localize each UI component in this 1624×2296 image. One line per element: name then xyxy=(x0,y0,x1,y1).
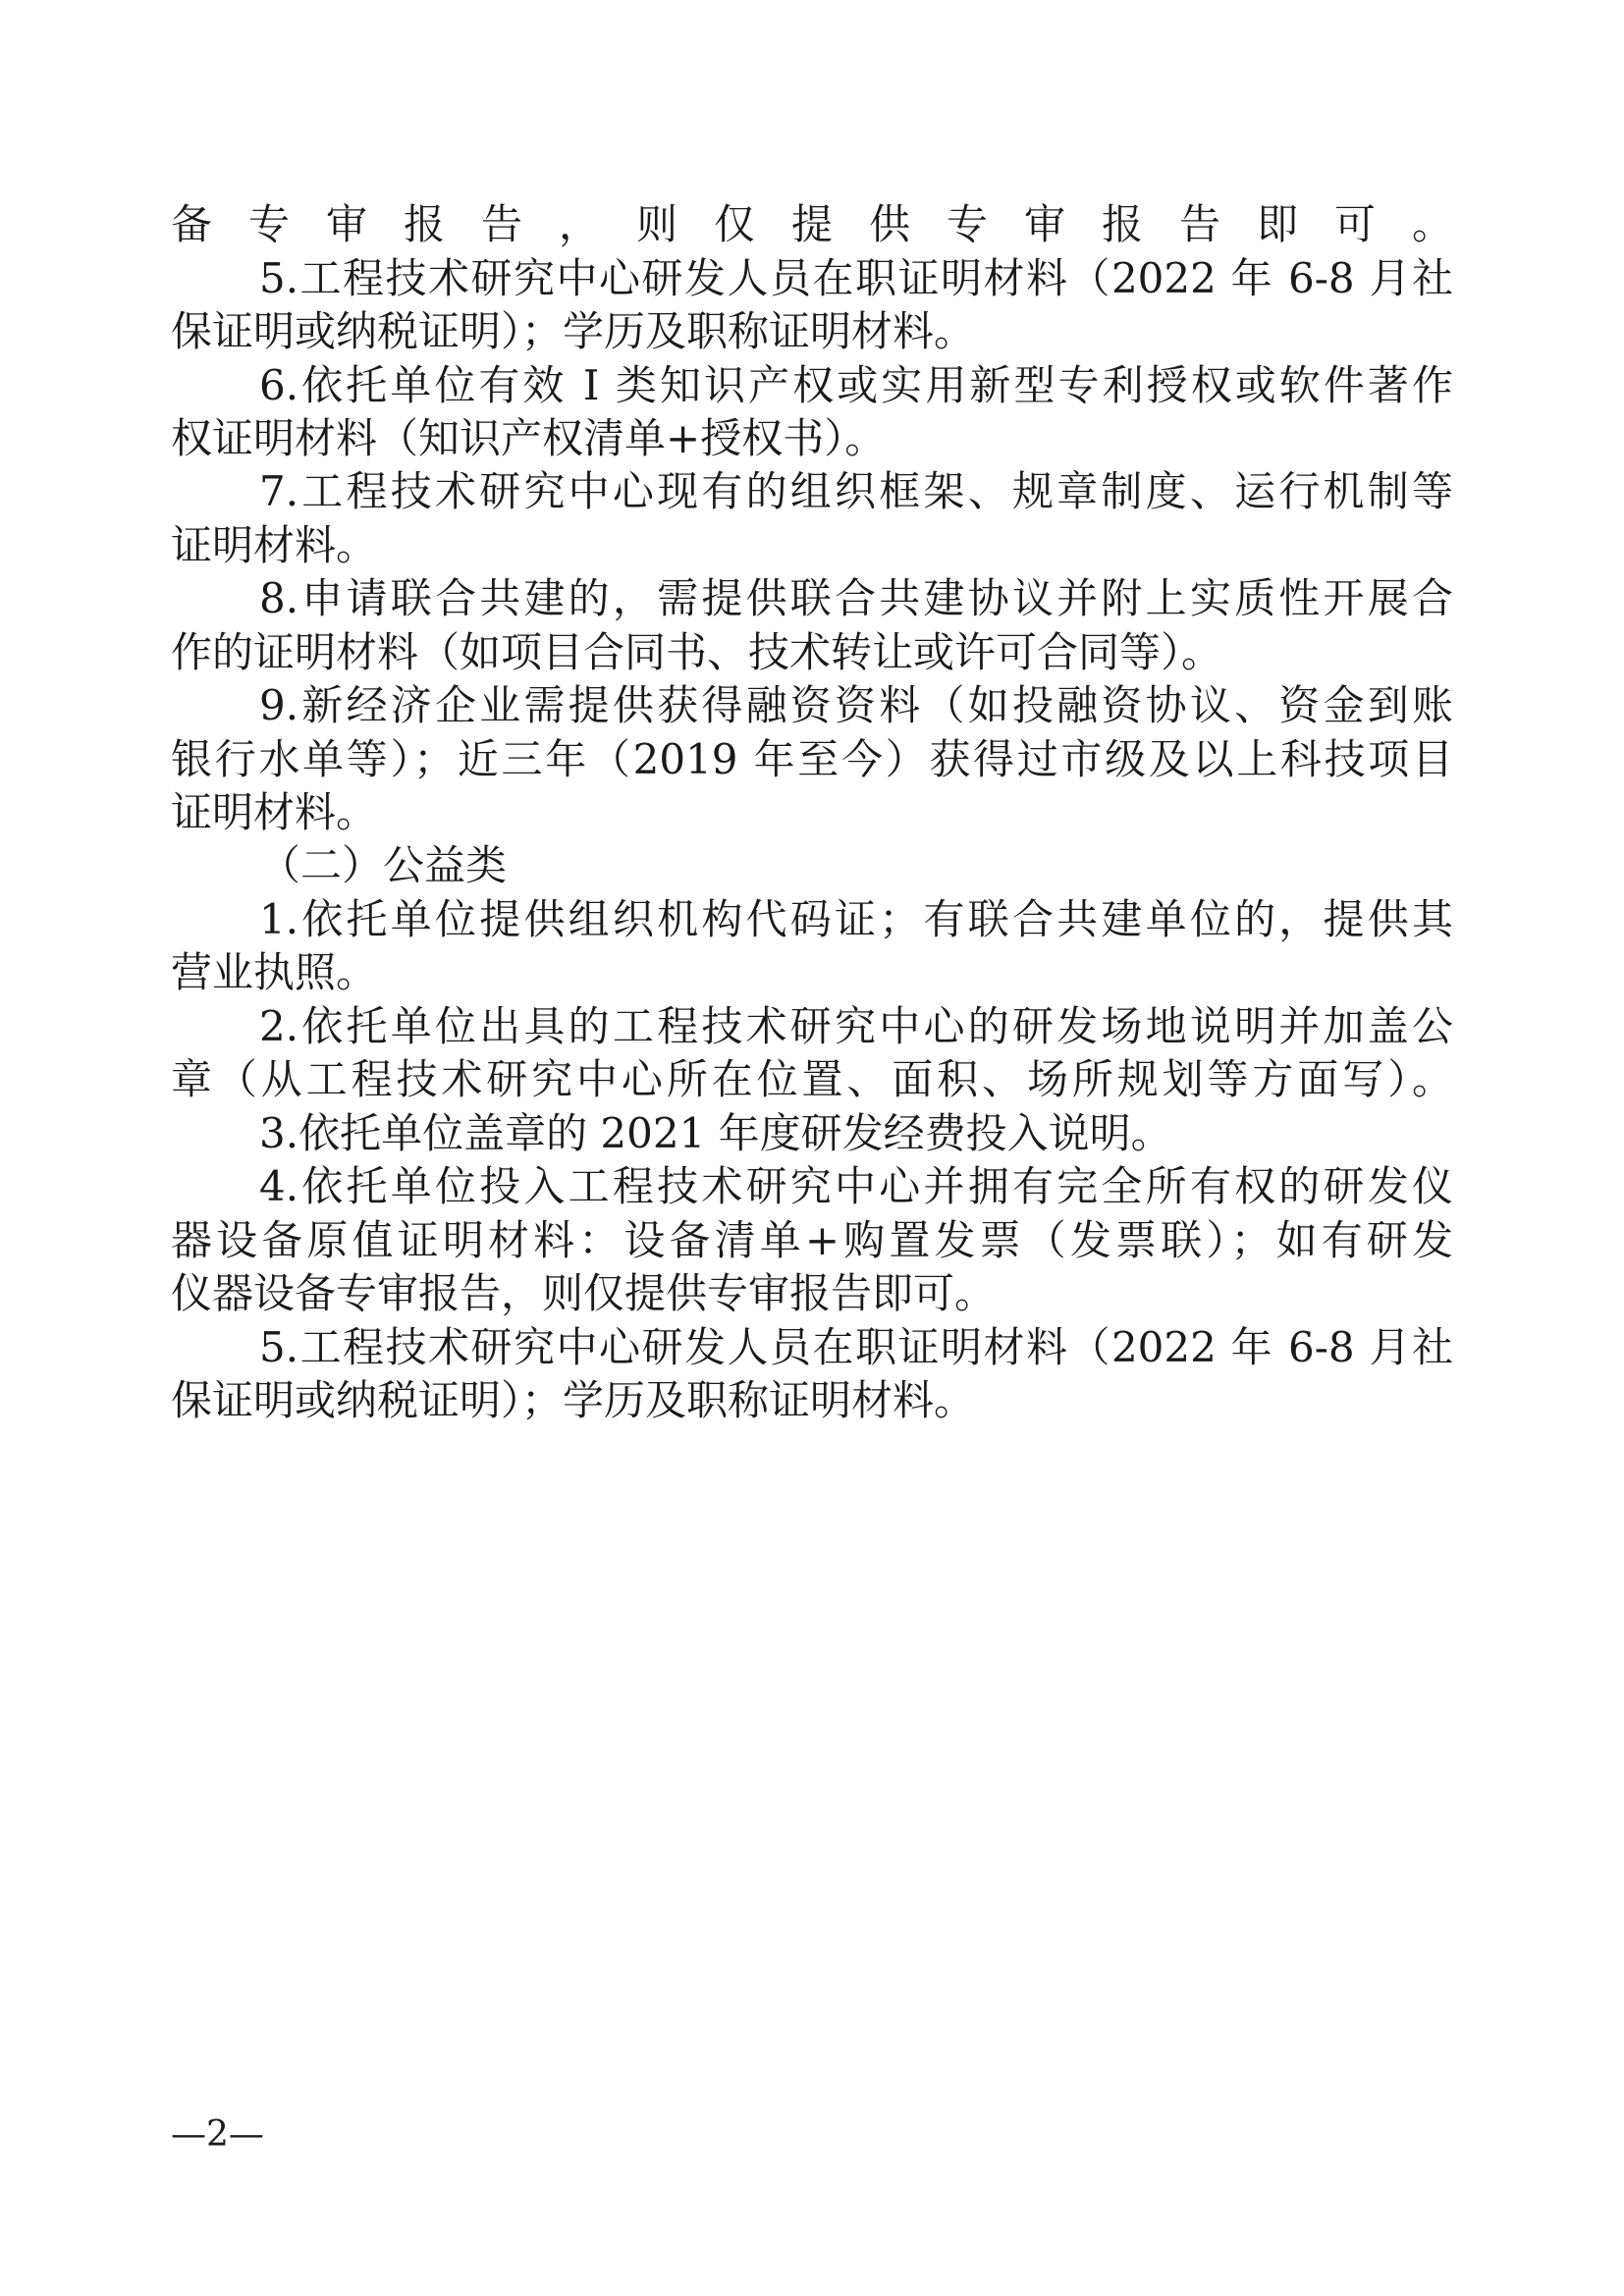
text-line: 保证明或纳税证明）；学历及职称证明材料。 xyxy=(171,307,976,355)
text-line: 权证明材料（知识产权清单+授权书）。 xyxy=(171,414,887,462)
text-line: 6.依托单位有效 I 类知识产权或实用新型专利授权或软件著作 xyxy=(259,361,1453,409)
text-line: 3.依托单位盖章的 2021 年度研发经费投入说明。 xyxy=(259,1109,1172,1157)
text-line: 器设备原值证明材料：设备清单+购置发票（发票联）；如有研发 xyxy=(171,1216,1453,1264)
text-line: 证明材料。 xyxy=(171,521,378,569)
text-line: 作的证明材料（如项目合同书、技术转让或许可合同等）。 xyxy=(171,628,1223,676)
text-line: 证明材料。 xyxy=(171,788,378,836)
text-line: 9.新经济企业需提供获得融资资料（如投融资协议、资金到账 xyxy=(259,681,1453,729)
text-line: 营业执照。 xyxy=(171,948,378,996)
text-line: 保证明或纳税证明）；学历及职称证明材料。 xyxy=(171,1376,976,1424)
text-line: 5.工程技术研究中心研发人员在职证明材料（2022 年 6-8 月社 xyxy=(259,254,1453,302)
section-heading: （二）公益类 xyxy=(259,841,508,889)
text-line: 2.依托单位出具的工程技术研究中心的研发场地说明并加盖公 xyxy=(259,1002,1453,1050)
page-number: —2— xyxy=(171,2114,264,2155)
text-line: 7.工程技术研究中心现有的组织框架、规章制度、运行机制等 xyxy=(259,467,1453,515)
text-line: 5.工程技术研究中心研发人员在职证明材料（2022 年 6-8 月社 xyxy=(259,1323,1453,1371)
text-line: 备专审报告，则仅提供专审报告即可。 xyxy=(171,200,1453,248)
text-line: 银行水单等）；近三年（2019 年至今）获得过市级及以上科技项目 xyxy=(171,735,1453,783)
text-line: 1.依托单位提供组织机构代码证；有联合共建单位的，提供其 xyxy=(259,895,1453,943)
text-line: 章（从工程技术研究中心所在位置、面积、场所规划等方面写）。 xyxy=(171,1055,1453,1103)
text-line: 4.依托单位投入工程技术研究中心并拥有完全所有权的研发仪 xyxy=(259,1162,1453,1210)
text-line: 仪器设备专审报告，则仅提供专审报告即可。 xyxy=(171,1269,997,1317)
text-line: 8.申请联合共建的，需提供联合共建协议并附上实质性开展合 xyxy=(259,574,1453,622)
